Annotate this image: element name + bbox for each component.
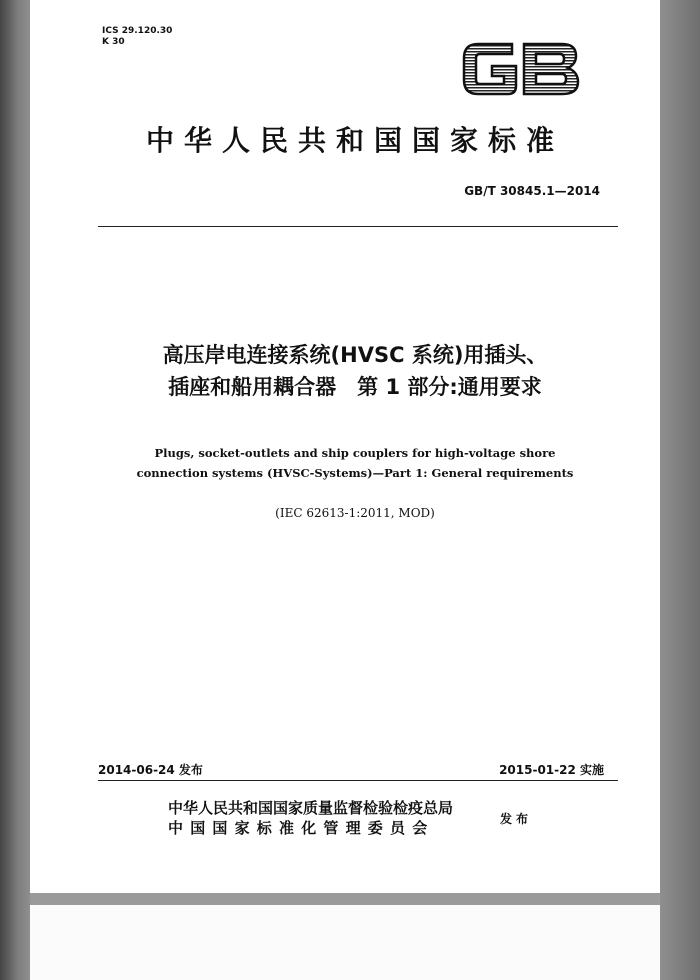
document-title-english xyxy=(90,443,620,483)
footer-divider xyxy=(98,780,618,781)
title-en-line2: connection systems (HVSC-Systems)—Part 1: General requirements xyxy=(136,466,574,480)
issuer-line1: 中华人民共和国国家质量监督检验检疫总局 xyxy=(168,799,454,817)
ccs-code: K 30 xyxy=(102,37,125,47)
standard-organization-title: 中华人民共和国国家标准 xyxy=(145,124,564,157)
viewer-background-left xyxy=(0,0,30,980)
issuing-authorities xyxy=(168,798,453,838)
publish-label: 发布 xyxy=(500,812,533,826)
classification-codes xyxy=(102,26,172,48)
iec-reference: (IEC 62613-1:2011, MOD) xyxy=(275,506,435,520)
ics-code: ICS 29.120.30 xyxy=(102,26,173,36)
document-title-chinese xyxy=(70,339,640,403)
title-en-line1: Plugs, socket-outlets and ship couplers for high-voltage shore xyxy=(154,446,556,460)
title-cn-line2: 插座和船用耦合器 第 1 部分:通用要求 xyxy=(168,375,542,399)
issue-date: 2014-06-24 发布 xyxy=(98,763,203,777)
document-page[interactable] xyxy=(30,0,660,893)
issuer-line2: 中国国家标准化管理委员会 xyxy=(168,819,435,837)
standard-number: GB/T 30845.1—2014 xyxy=(464,184,600,198)
header-divider xyxy=(98,226,618,227)
implementation-date: 2015-01-22 实施 xyxy=(499,763,604,777)
gb-logo-icon xyxy=(458,36,582,106)
viewer-background-right xyxy=(660,0,700,980)
next-document-page[interactable] xyxy=(30,905,660,980)
title-cn-line1: 高压岸电连接系统(HVSC 系统)用插头、 xyxy=(162,343,548,367)
